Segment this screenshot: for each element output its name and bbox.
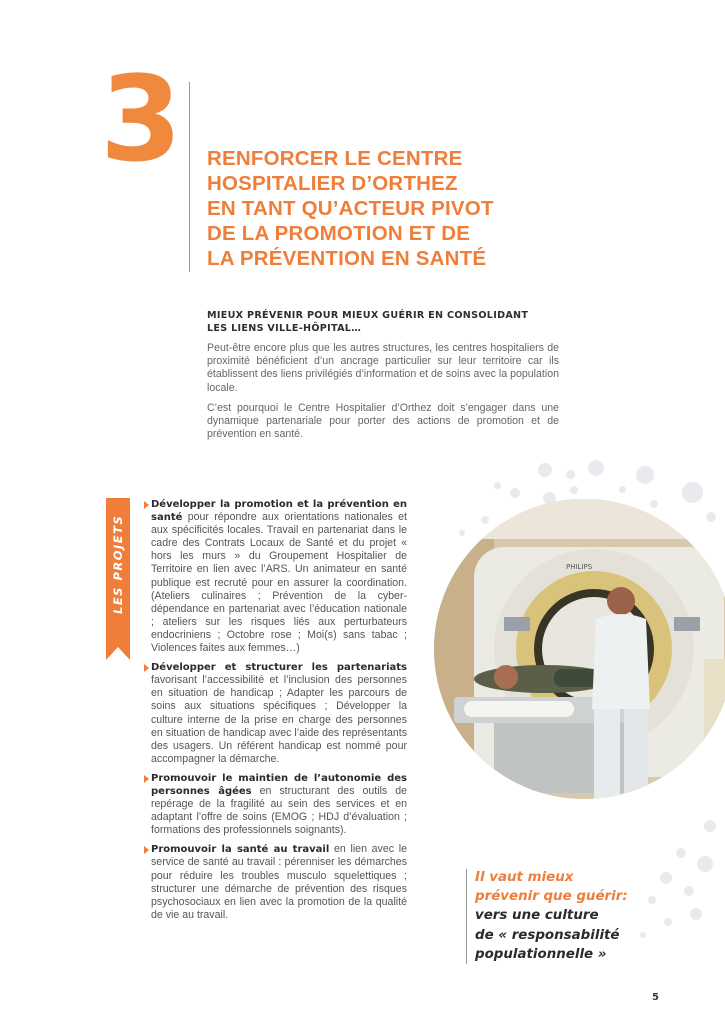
quote-line: vers une culture — [475, 908, 599, 924]
list-item — [144, 498, 407, 655]
project-title: Développer la promotion et la prévention en santé — [151, 499, 407, 524]
project-text — [151, 661, 407, 766]
quote-line: prévenir que guérir: — [475, 889, 628, 905]
intro-section — [207, 309, 559, 441]
chapter-title — [207, 146, 527, 271]
list-item — [144, 661, 407, 766]
quote-line: populationnelle » — [475, 946, 607, 962]
chapter-divider — [189, 82, 190, 272]
chapter-title-line: LA PRÉVENTION EN SANTÉ — [207, 247, 487, 270]
project-text — [151, 843, 407, 922]
pull-quote — [475, 868, 685, 964]
page-number: 5 — [652, 992, 659, 1003]
triangle-bullet-icon — [144, 664, 149, 672]
intro-paragraph: C’est pourquoi le Centre Hospitalier d’Orthez doit s’engager dans une dynamique partenariale pour porter des actions de promotion et de prévention en santé. — [207, 401, 559, 441]
project-title: Promouvoir la santé au travail — [151, 844, 330, 856]
chapter-number: 3 — [100, 50, 183, 188]
project-text — [151, 772, 407, 837]
list-item — [144, 843, 407, 922]
triangle-bullet-icon — [144, 501, 149, 509]
chapter-title-line: EN TANT QU’ACTEUR PIVOT — [207, 197, 494, 220]
scanner-photo — [434, 499, 725, 799]
projects-list — [144, 498, 407, 928]
projects-ribbon-label: LES PROJETS — [111, 514, 125, 614]
project-body: en structurant des outils de repérage de la fragilité au sein des services et en adaptant l’offre de soins (EMOG ; HDJ d’évaluation ; formations des professionnels soignants). — [151, 784, 407, 837]
project-text — [151, 498, 407, 655]
intro-heading-line: MIEUX PRÉVENIR POUR MIEUX GUÉRIR EN CONSOLIDANT — [207, 310, 529, 321]
project-title: Promouvoir le maintien de l’autonomie des personnes âgées — [151, 772, 407, 797]
triangle-bullet-icon — [144, 775, 149, 783]
intro-paragraph: Peut-être encore plus que les autres structures, les centres hospitaliers de proximité bénéficient d’un ancrage particulier sur leur territoire car ils établissent des liens privilégiés d’information et de soins avec la population locale. — [207, 342, 559, 394]
quote-line: Il vaut mieux — [475, 870, 574, 885]
chapter-title-line: HOSPITALIER D’ORTHEZ — [207, 172, 458, 195]
chapter-title-line: RENFORCER LE CENTRE — [207, 147, 463, 170]
project-title: Développer et structurer les partenariats — [151, 662, 407, 674]
intro-heading-line: LES LIENS VILLE-HÔPITAL… — [207, 323, 362, 334]
quote-divider — [466, 869, 467, 964]
ct-scanner-illustration — [434, 499, 725, 799]
list-item — [144, 772, 407, 837]
project-body: favorisant l’accessibilité et l’inclusion des personnes en situation de handicap ; Adapter les parcours de soins aux situations spécifiques ; Développer la culture interne de la prise en charge des personnes en situation de handicap avec l’aide des représentants des usagers. Un référent handicap est nommé pour accompagner la démarche. — [151, 674, 407, 765]
project-body: pour répondre aux orientations nationales et aux spécificités locales. Travail en partenariat dans le cadre des Contrats Locaux de Santé et du projet « hors les murs » du Groupement Hospitalier de Territoire en lien avec l’ARS. Un animateur en santé publique est recruté pour en assurer la coordination. (Ateliers culinaires ; Prévention de la cyber-dépendance en partenariat avec l’éducation nationale ; ateliers sur les risques liés aux perturbateurs endocriniens ; Octobre rose ; Moi(s) sans tabac ; Violences faites aux femmes…) — [151, 511, 407, 655]
intro-heading — [207, 309, 559, 335]
project-body: en lien avec le service de santé au travail : pérenniser les démarches pour réduire les troubles musculo squelettiques ; structurer une démarche de prévention des risques psychosociaux en lien avec la promotion de la qualité de vie au travail. — [151, 843, 407, 921]
scanner-brand-label: PHILIPS — [566, 563, 593, 571]
triangle-bullet-icon — [144, 846, 149, 854]
chapter-title-line: DE LA PROMOTION ET DE — [207, 222, 471, 245]
quote-line: de « responsabilité — [475, 927, 620, 943]
